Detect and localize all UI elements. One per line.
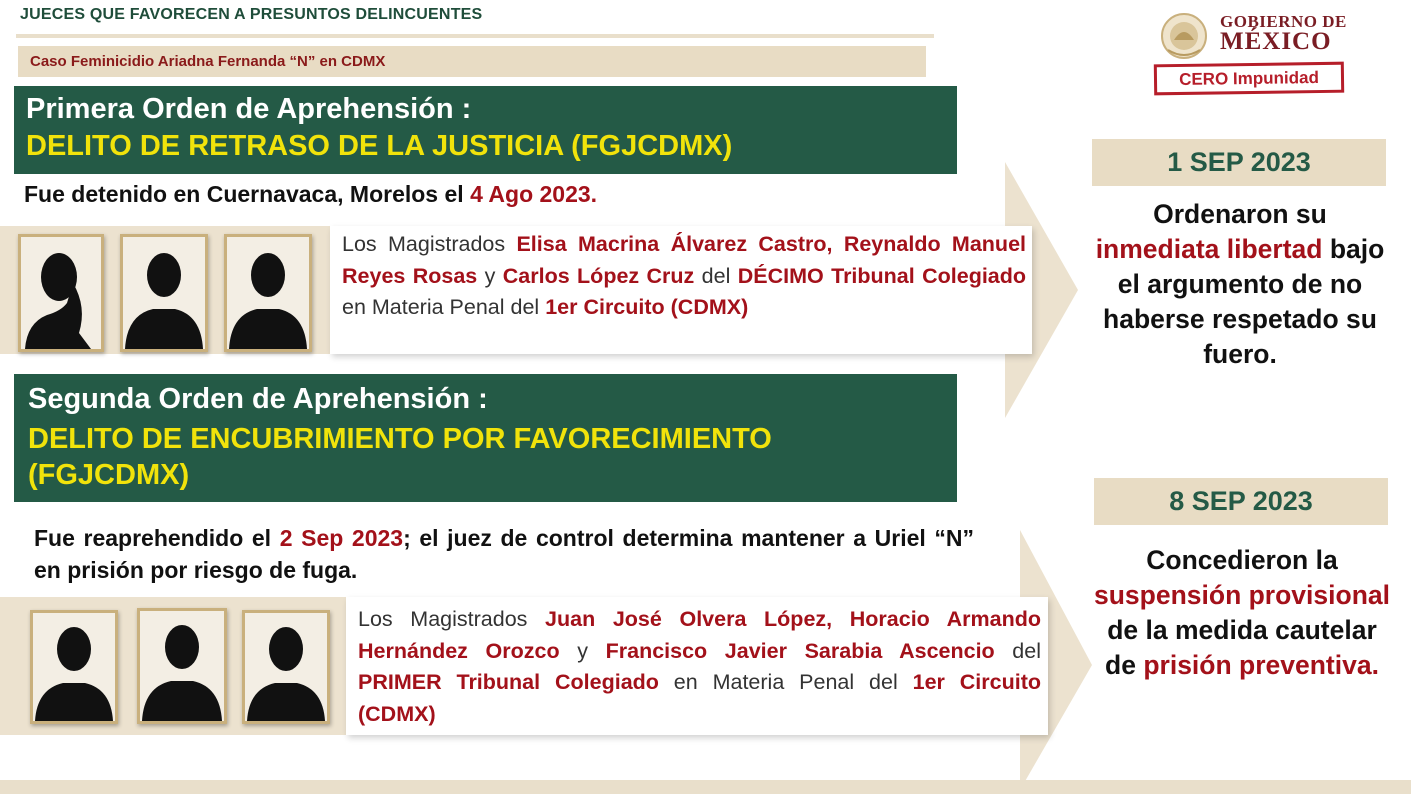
- ruling-text-2: [1090, 543, 1394, 683]
- circuit-name: 1er Circuito (CDMX): [358, 670, 1041, 726]
- silhouette-photo: [137, 608, 227, 724]
- logo-line2: MÉXICO: [1220, 28, 1332, 55]
- male-silhouette-icon: [245, 613, 327, 721]
- text-span: y: [477, 263, 503, 288]
- case-title: Caso Feminicidio Ariadna Fernanda “N” en CDMX: [30, 53, 386, 70]
- footer-band: [0, 780, 1411, 794]
- male-silhouette-icon: [123, 237, 205, 349]
- text-span: Los Magistrados: [342, 232, 517, 256]
- judge-name: Carlos López Cruz: [502, 263, 695, 288]
- detention-date: 4 Ago 2023.: [470, 181, 598, 207]
- page-title: JUECES QUE FAVORECEN A PRESUNTOS DELINCUENTES: [20, 6, 483, 23]
- ruling-highlight: inmediata libertad: [1095, 234, 1323, 264]
- detention-note: [24, 181, 597, 208]
- silhouette-photo: [224, 234, 312, 352]
- text-span: Ordenaron su: [1153, 199, 1327, 229]
- male-silhouette-icon: [227, 237, 309, 349]
- ruling-date-1: 1 SEP 2023: [1092, 139, 1386, 186]
- judge-names: Elisa Macrina Álvarez Castro, Reynaldo Manuel Reyes Rosas: [342, 232, 1026, 288]
- ruling-date-2: 8 SEP 2023: [1094, 478, 1388, 525]
- text-span: en Materia Penal del: [658, 670, 913, 694]
- detention-text: Fue detenido en Cuernavaca, Morelos el: [24, 181, 471, 207]
- male-silhouette-icon: [33, 613, 115, 721]
- silhouette-photo: [30, 610, 118, 724]
- judges-text-2: [358, 604, 1041, 730]
- text-span: del: [694, 263, 738, 288]
- cero-impunidad-stamp: CERO Impunidad: [1154, 62, 1344, 96]
- text-span: ; el juez de control determina mantener a Uriel “N” en prisión por riesgo de fuga.: [34, 525, 975, 583]
- logo-line1: GOBIERNO DE: [1220, 12, 1347, 31]
- ruling-highlight: suspensión provisional: [1094, 580, 1390, 610]
- ruling-highlight: prisión preventiva.: [1143, 650, 1379, 680]
- court-name: PRIMER Tribunal Colegiado: [358, 670, 659, 694]
- silhouette-photo: [18, 234, 104, 352]
- judges-text-1: [342, 229, 1026, 324]
- text-span: bajo el argumento de no haberse respetado su fuero.: [1103, 234, 1385, 369]
- circuit-name: 1er Circuito (CDMX): [545, 295, 749, 319]
- text-span: y: [559, 638, 606, 663]
- silhouette-photo: [120, 234, 208, 352]
- text-span: Fue reaprehendido el: [34, 525, 280, 551]
- text-span: del: [994, 638, 1041, 663]
- text-span: Los Magistrados: [358, 607, 546, 631]
- ruling-text-1: [1090, 197, 1390, 372]
- text-span: Concedieron la: [1146, 545, 1338, 575]
- judge-names: Juan José Olvera López, Horacio Armando Hernández Orozco: [358, 607, 1041, 663]
- text-span: en Materia Penal del: [342, 295, 546, 319]
- judge-name: Francisco Javier Sarabia Ascencio: [605, 638, 995, 663]
- silhouette-photo: [242, 610, 330, 724]
- order2-heading: Segunda Orden de Aprehensión :: [28, 383, 488, 415]
- text-span: de la medida cautelar de: [1105, 615, 1377, 680]
- order1-heading: Primera Orden de Aprehensión :: [26, 93, 472, 125]
- female-silhouette-icon: [21, 237, 101, 349]
- order1-crime: DELITO DE RETRASO DE LA JUSTICIA (FGJCDMX): [26, 130, 733, 162]
- coat-of-arms-icon: [1154, 10, 1218, 62]
- rearrest-note: [34, 522, 974, 586]
- rearrest-date: 2 Sep 2023: [279, 525, 404, 551]
- male-silhouette-icon: [140, 611, 224, 721]
- court-name: DÉCIMO Tribunal Colegiado: [737, 263, 1027, 288]
- order2-crime: DELITO DE ENCUBRIMIENTO POR FAVORECIMIENTO (FGJCDMX): [28, 423, 772, 491]
